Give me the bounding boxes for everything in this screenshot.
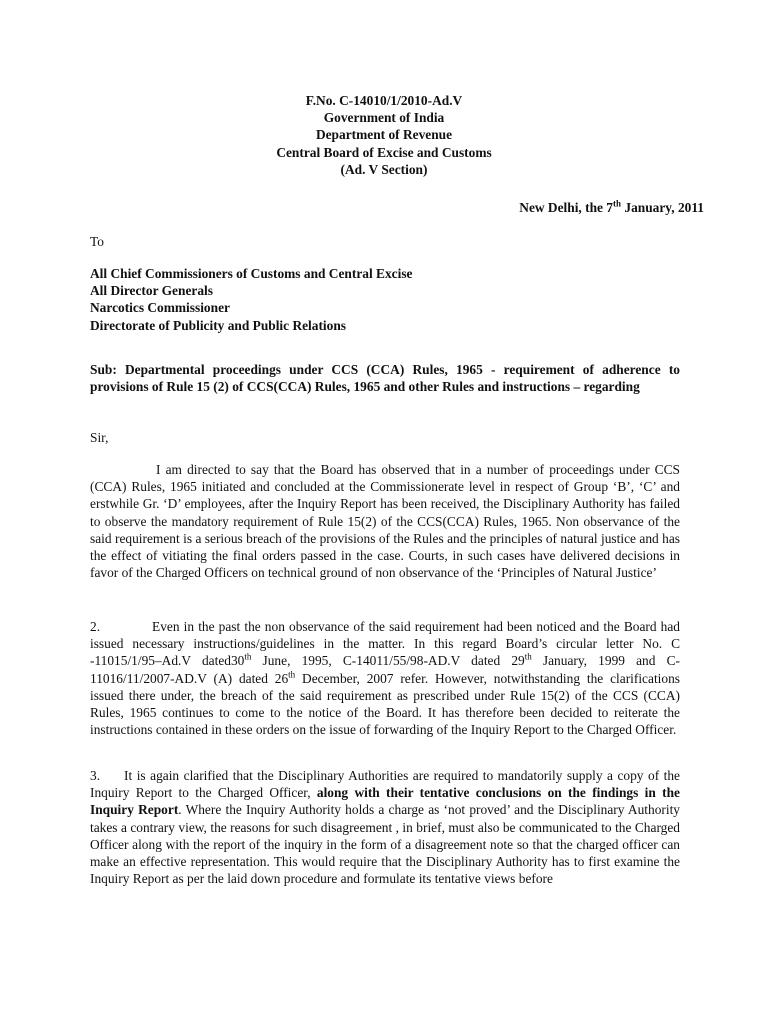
- paragraph-3-emphasis: along with their tentative conclusions on the findings in the Inquiry Report: [90, 785, 680, 818]
- paragraph-2-text-c: January, 1999 and C- 11016/11/2007-AD.V (A) dated 26: [90, 653, 680, 686]
- file-number: F.No. C-14010/1/2010-Ad.V: [305, 93, 463, 108]
- paragraph-2: [90, 618, 680, 738]
- document-date: [519, 199, 704, 216]
- recipient-item: All Chief Commissioners of Customs and Central Excise: [90, 266, 413, 281]
- recipient-item: Narcotics Commissioner: [90, 300, 230, 316]
- paragraph-2-text-d: December, 2007 refer. However, notwithstanding the clarifications issued there under, the breach of the said requirement as prescribed under Rule 15(2) of the CCS (CCA) Rules, 1965 continues to come to the notice of the Board. It has therefore been decided to reiterate the instructions contained in these orders on the issue of forwarding of the Inquiry Report to the Charged Officer.: [90, 670, 680, 738]
- document-header: [0, 92, 768, 178]
- department-line: Department of Revenue: [315, 127, 453, 143]
- paragraph-1-text: I am directed to say that the Board has observed that in a number of proceedings under CCS (CCA) Rules, 1965 initiated and concluded at the Commissionerate level in respect of Group ‘B’, ‘C’ and erstwhile Gr. ‘D’ employees, after the Inquiry Report has been received, the Disciplinary Authority has failed to observe the mandatory requirement of Rule 15(2) of the CCS(CCA) Rules, 1965. Non observance of the said requirement is a serious breach of the provisions of the Rules and the principles of natural justice and has the effect of vitiating the final orders passed in the case. Courts, in such cases have delivered decisions in favor of the Charged Officers on technical ground of non observance of the ‘Principles of Natural Justice’: [90, 462, 680, 581]
- paragraph-1: [90, 461, 680, 581]
- board-line: Central Board of Excise and Customs: [276, 144, 492, 160]
- recipient-item: Directorate of Publicity and Public Relations: [90, 317, 347, 333]
- paragraph-2-number: 2.: [90, 619, 101, 634]
- ordinal-sup: th: [288, 669, 296, 680]
- subject-line: Sub: Departmental proceedings under CCS (CCA) Rules, 1965 - requirement of adherence to provisions of Rule 15 (2) of CCS(CCA) Rules, 1965 and other Rules and instructions – regarding: [90, 362, 680, 395]
- paragraph-3-number: 3.: [90, 768, 101, 783]
- ordinal-sup: th: [524, 651, 532, 662]
- recipient-list: [90, 265, 680, 334]
- to-label: To: [90, 234, 104, 249]
- date-month-year: January, 2011: [621, 200, 704, 215]
- government-line: Government of India: [323, 110, 445, 126]
- paragraph-3-text-b: . Where the Inquiry Authority holds a charge as ‘not proved’ and the Disciplinary Authority takes a contrary view, the reasons for such disagreement , in brief, must also be communicated to the Charged Officer along with the report of the inquiry in the form of a disagreement note so that the charged officer can make an effective representation. This would require that the Disciplinary Authority has to first examine the Inquiry Report as per the laid down procedure and formulate its tentative views before: [90, 802, 680, 887]
- recipient-item: All Director Generals: [90, 283, 213, 299]
- date-prefix: New Delhi, the 7: [519, 200, 614, 215]
- paragraph-3-text-a: It is again clarified that the Disciplinary Authorities are required to mandatorily supply a copy of the Inquiry Report to the Charged Officer,: [90, 768, 680, 801]
- paragraph-2-text-b: June, 1995, C-14011/55/98-AD.V dated 29: [251, 653, 525, 669]
- paragraph-3: [90, 767, 680, 887]
- salutation: Sir,: [90, 430, 109, 445]
- section-line: (Ad. V Section): [340, 161, 428, 177]
- paragraph-2-text-a: Even in the past the non observance of the said requirement had been noticed and the Board had issued necessary instructions/guidelines in the matter. In this regard Board’s circular letter No. C -11015/1/95–Ad.V dated30: [90, 619, 680, 669]
- date-suffix-sup: th: [613, 198, 622, 209]
- ordinal-sup: th: [244, 651, 252, 662]
